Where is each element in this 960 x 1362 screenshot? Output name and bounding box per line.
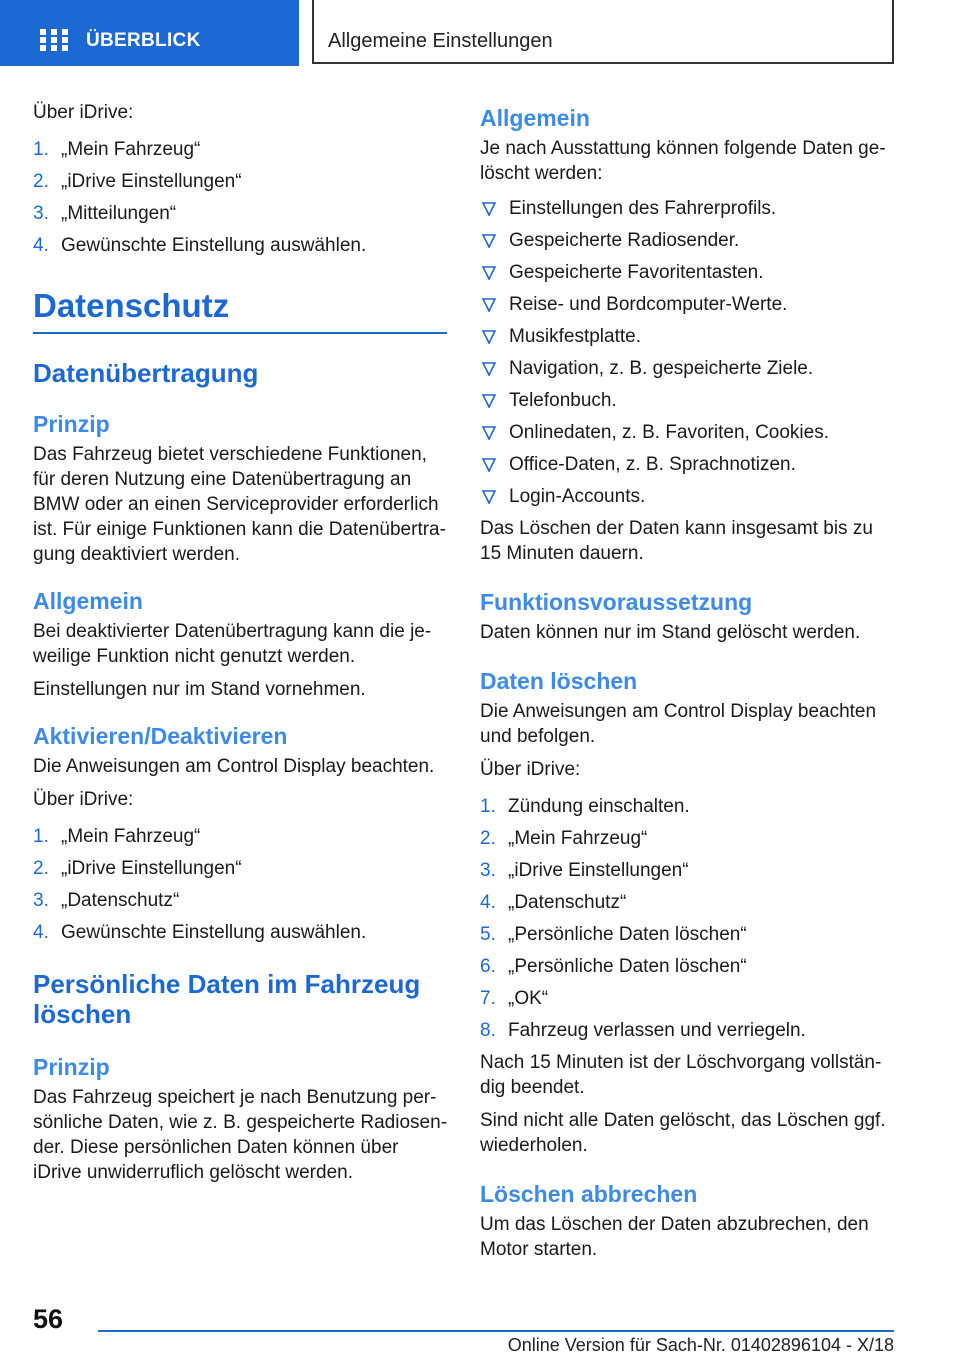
left-column: [33, 100, 447, 1185]
list-item: 4. „Datenschutz“: [480, 892, 627, 913]
title-divider: [33, 332, 447, 334]
top-navigation-bar: [0, 0, 960, 66]
list-item: 3. „Datenschutz“: [33, 890, 180, 911]
triangle-bullet-icon: [482, 490, 496, 504]
finish-text-2: Sind nicht alle Daten gelöscht, das Löschen ggf. wiederholen.: [480, 1110, 886, 1156]
list-item: 2. „iDrive Einstellungen“: [33, 171, 242, 192]
triangle-bullet-icon: [482, 298, 496, 312]
activate-text: Die Anweisungen am Control Display beachten.: [33, 756, 435, 777]
heading-principle: Prinzip: [33, 411, 110, 437]
list-item: 1. „Mein Fahrzeug“: [33, 826, 201, 847]
overview-tab[interactable]: [0, 0, 299, 66]
heading-general: Allgemein: [33, 588, 143, 614]
list-item: 8. Fahrzeug verlassen und verriegeln.: [480, 1020, 806, 1041]
footer-divider: [98, 1330, 894, 1332]
general-text-1: Bei deaktivierter Datenübertragung kann die jeweilige Funktion nicht genutzt werden.: [33, 621, 432, 667]
cancel-text: Um das Löschen der Daten abzubrechen, den Motor starten.: [480, 1214, 869, 1260]
heading-requirement: Funktionsvoraussetzung: [480, 589, 753, 615]
list-item: Einstellungen des Fahrerprofils.: [480, 196, 895, 221]
list-item: 2. „iDrive Einstellungen“: [33, 858, 242, 879]
list-item: 1. Zündung einschalten.: [480, 796, 690, 817]
triangle-bullet-icon: [482, 394, 496, 408]
triangle-bullet-icon: [482, 426, 496, 440]
page-title: Datenschutz: [33, 287, 230, 324]
list-item: 6. „Persönliche Daten löschen“: [480, 956, 747, 977]
list-item: Telefonbuch.: [480, 388, 895, 413]
overview-tab-label: ÜBERBLICK: [86, 30, 201, 51]
heading-cancel: Löschen abbrechen: [480, 1181, 698, 1207]
delete-intro: Über iDrive:: [480, 759, 581, 780]
heading-delete-personal-data: Persönliche Daten im Fahrzeug löschen: [33, 969, 421, 1029]
list-item: Office-Daten, z. B. Sprachnotizen.: [480, 452, 895, 477]
list-item: 2. „Mein Fahrzeug“: [480, 828, 648, 849]
steps-list-1: [33, 137, 447, 258]
triangle-bullet-icon: [482, 266, 496, 280]
steps-list-2: [33, 824, 447, 945]
general-text-2: Einstellungen nur im Stand vornehmen.: [33, 679, 366, 700]
idrive-intro: Über iDrive:: [33, 102, 134, 123]
page-number: 56: [33, 1304, 64, 1334]
heading-data-transfer: Datenübertragung: [33, 358, 259, 388]
duration-text: Das Löschen der Daten kann insgesamt bis zu 15 Minuten dauern.: [480, 518, 873, 564]
list-item: Gespeicherte Favoritentasten.: [480, 260, 895, 285]
triangle-bullet-icon: [482, 458, 496, 472]
triangle-bullet-icon: [482, 202, 496, 216]
list-item: 4. Gewünschte Einstellung auswählen.: [33, 235, 367, 256]
delete-steps-list: [480, 794, 895, 1043]
list-item: Reise- und Bordcomputer-Werte.: [480, 292, 895, 317]
section-tab-label: Allgemeine Einstellungen: [328, 30, 553, 52]
list-item: Login-Accounts.: [480, 484, 895, 509]
heading-principle-2: Prinzip: [33, 1054, 110, 1080]
triangle-bullet-icon: [482, 330, 496, 344]
grid-icon: [40, 29, 68, 51]
list-item: Navigation, z. B. gespeicherte Ziele.: [480, 356, 895, 381]
requirement-text: Daten können nur im Stand gelöscht werden.: [480, 622, 861, 643]
list-item: Onlinedaten, z. B. Favoriten, Cookies.: [480, 420, 895, 445]
heading-general-right: Allgemein: [480, 105, 590, 131]
principle-2-text: Das Fahrzeug speichert je nach Benutzung persönliche Daten, wie z. B. gespeicherte Radiosender. Diese persönlichen Daten können über iDrive unwiderruflich gelöscht werden.: [33, 1087, 448, 1183]
activate-intro: Über iDrive:: [33, 789, 134, 810]
deletable-data-list: [480, 196, 895, 509]
heading-delete-data: Daten löschen: [480, 668, 638, 694]
list-item: 1. „Mein Fahrzeug“: [33, 139, 201, 160]
footer-version-text: Online Version für Sach-Nr. 01402896104 - X/18: [507, 1335, 894, 1355]
title-block: [33, 286, 447, 334]
heading-activate: Aktivieren/Deaktivieren: [33, 723, 288, 749]
section-tab[interactable]: [312, 0, 894, 64]
finish-text-1: Nach 15 Minuten ist der Löschvorgang vollständig beendet.: [480, 1052, 882, 1098]
list-item: 3. „iDrive Einstellungen“: [480, 860, 689, 881]
list-item: 7. „OK“: [480, 988, 549, 1009]
triangle-bullet-icon: [482, 362, 496, 376]
triangle-bullet-icon: [482, 234, 496, 248]
principle-text: Das Fahrzeug bietet verschiedene Funktionen, für deren Nutzung eine Datenübertragung an BMW oder an einen Serviceprovider erforderlich ist. Für einige Funktionen kann die Datenübertragung deaktiviert werden.: [33, 444, 446, 565]
right-column: [480, 100, 895, 1262]
delete-text: Die Anweisungen am Control Display beachten und befolgen.: [480, 701, 877, 747]
list-item: Musikfestplatte.: [480, 324, 895, 349]
list-item: 3. „Mitteilungen“: [33, 203, 177, 224]
general-right-text: Je nach Ausstattung können folgende Daten gelöscht werden:: [480, 138, 886, 184]
list-item: Gespeicherte Radiosender.: [480, 228, 895, 253]
list-item: 5. „Persönliche Daten löschen“: [480, 924, 747, 945]
list-item: 4. Gewünschte Einstellung auswählen.: [33, 922, 367, 943]
